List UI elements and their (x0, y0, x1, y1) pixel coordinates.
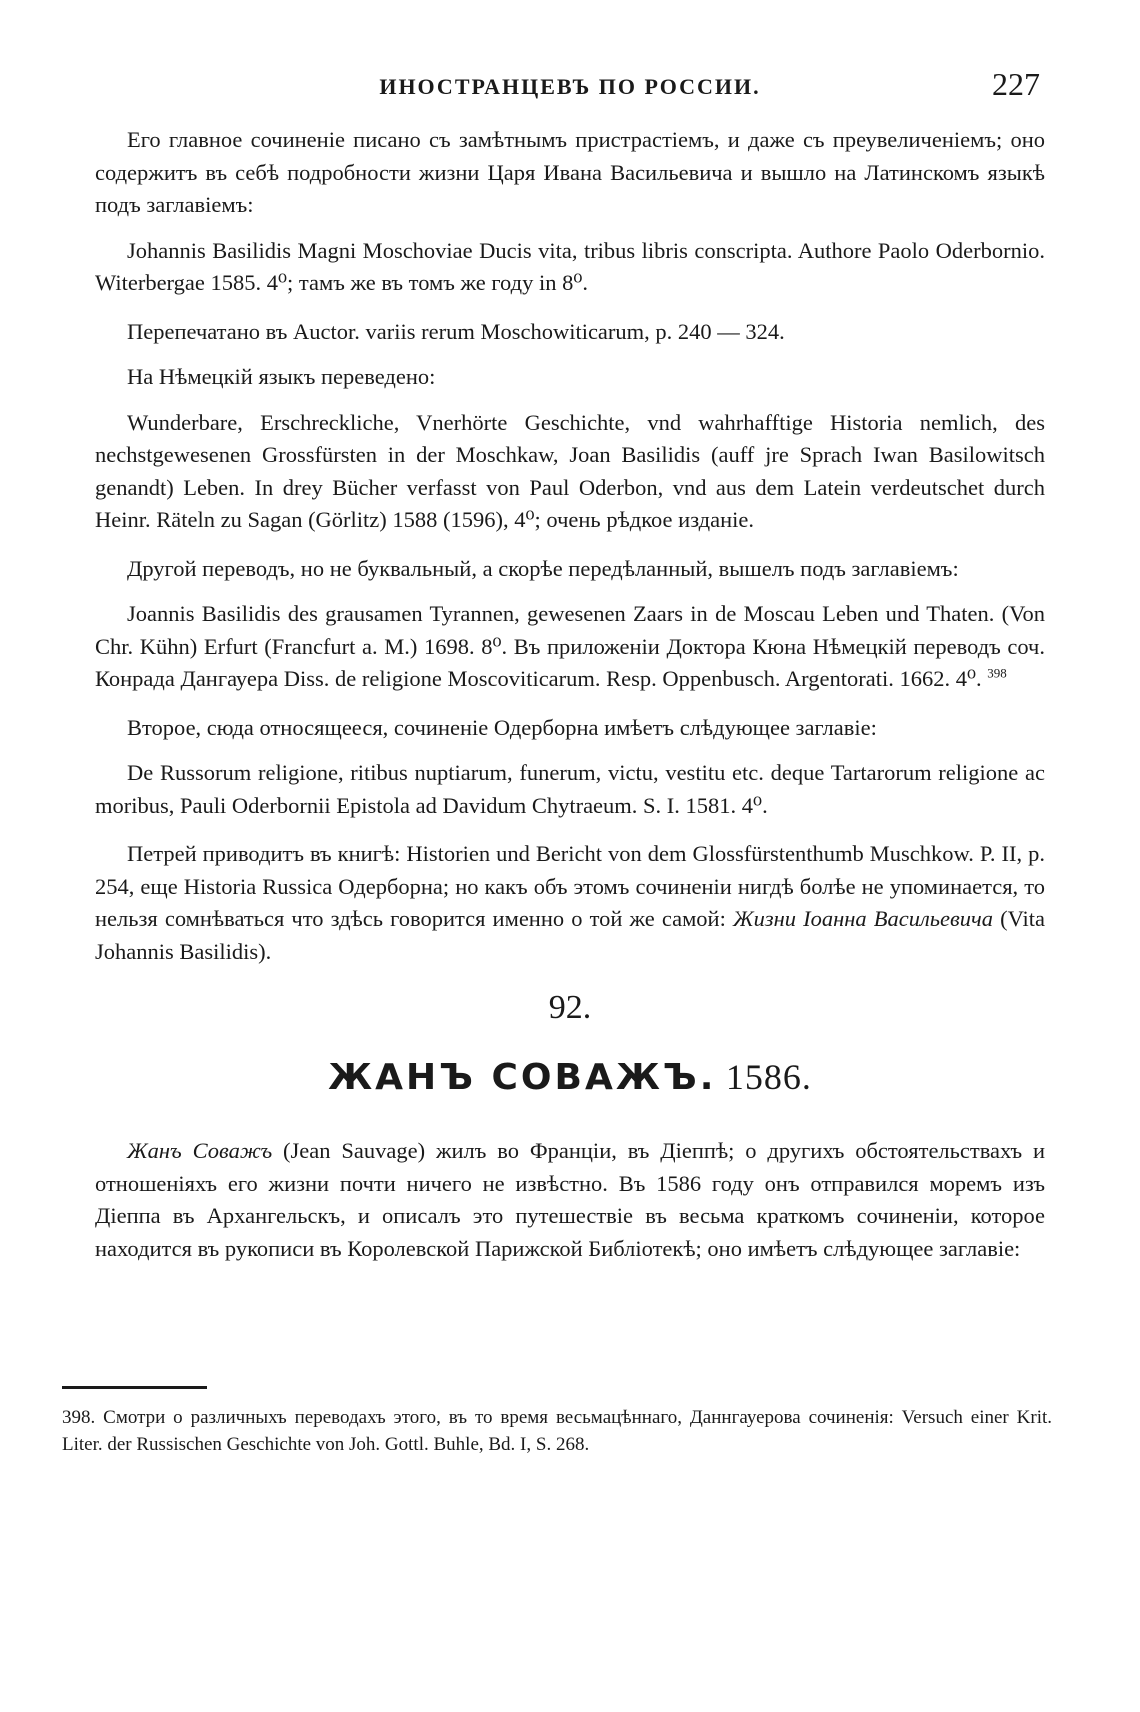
chapter-name: ЖАНЪ СОВАЖЪ. (328, 1056, 717, 1098)
running-title: ИНОСТРАНЦЕВЪ ПО РОССИИ. (379, 74, 761, 99)
chapter-year: 1586. (725, 1056, 812, 1097)
paragraph-latin-title: Johannis Basilidis Magni Moschoviae Ducis vita, tribus libris conscripta. Authore Paolo Oderbornio. Witerbergae 1585. 4⁰; тамъ же въ томъ же году in 8⁰. (95, 237, 1045, 295)
paragraph-intro: Его главное сочиненіе писано съ замѣтнымъ пристрастіемъ, и даже съ преувеличеніемъ; оно содержитъ въ себѣ подробности жизни Царя Ивана Васильевича и вышло на Латинскомъ языкѣ подъ заглавіемъ: (95, 127, 1045, 217)
paragraph-second-work: Второе, сюда относящееся, сочиненіе Одерборна имѣетъ слѣдующее заглавіе: (127, 714, 877, 740)
petrei-italic-title: Жизни Іоанна Васильевича (732, 906, 994, 931)
paragraph-kuhn-title (95, 598, 1045, 696)
sauvage-italic-name: Жанъ Соважъ (127, 1138, 273, 1163)
sauvage-text: (Jean Sauvage) жилъ во Франціи, въ Діеппѣ; о другихъ обстоятельствахъ и отношеніяхъ его жизни почти ничего не извѣстно. Въ 1586 году онъ отправился моремъ изъ Діеппа въ Архангельскъ, и описалъ это путешествіе въ весьма краткомъ сочиненіи, которое находится въ рукописи въ Королевской Парижской Библіотекѣ; оно имѣетъ слѣдующее заглавіе: (95, 1138, 1045, 1261)
page-number: 227 (992, 66, 1040, 102)
petrei-text-start: Петрей приводитъ въ книгѣ: Historien und Bericht von dem Glossfürstenthumb Muschkow. P. II, p. 254, еще Historia Russica Одерборна; но какъ объ этомъ сочиненіи нигдѣ болѣе не упоминается, то нельзя сомнѣваться что здѣсь говорится именно о той же самой: (95, 841, 1045, 931)
chapter-heading (95, 1056, 1045, 1098)
kuhn-title-text: Joannis Basilidis des grausamen Tyrannen, gewesenen Zaars in de Moscau Leben und Thaten. (Von Chr. Kühn) Erfurt (Francfurt a. M.) 1698. 8⁰. Въ приложеніи Доктора Кюна Нѣмецкій переводъ соч. Конрада Дангауера Diss. de religione Moscoviticarum. Resp. Oppenbusch. Argentorati. 1662. 4⁰. (95, 601, 1045, 691)
paragraph-petrei (95, 838, 1045, 968)
section-number: 92. (548, 989, 592, 1026)
footnote-398: 398. Смотри о различныхъ переводахъ этого, въ то время весьмацѣннаго, Даннгауерова сочиненія: Versuch einer Krit. Liter. der Russischen Geschichte von Joh. Gottl. Buhle, Bd. I, S. 268. (62, 1407, 1052, 1455)
paragraph-reprint: Перепечатано въ Auctor. variis rerum Moschowiticarum, p. 240 — 324. (127, 318, 785, 344)
running-header (0, 66, 1140, 106)
paragraph-german-translation: На Нѣмецкій языкъ переведено: (127, 364, 436, 389)
footnote-divider (62, 1386, 207, 1389)
paragraph-religione-title: De Russorum religione, ritibus nuptiarum, funerum, victu, vestitu etc. deque Tartarorum religione ac moribus, Pauli Oderbornii Epistola ad Davidum Chytraeum. S. I. 1581. 4⁰. (95, 760, 1045, 818)
footnote-marker: 398 (987, 665, 1007, 681)
petrei-text-end: (Vita Johannis Basilidis). (95, 906, 1046, 964)
paragraph-german-title: Wunderbare, Erschreckliche, Vnerhörte Geschichte, vnd wahrhafftige Historia nemlich, des nechstgewesenen Grossfürsten in der Moschkaw, Joan Basilidis (auff jre Sprach Iwan Basilowitsch genandt) Leben. In drey Bücher verfasst von Paul Oderbon, vnd aus dem Latein verdeutschet durch Heinr. Räteln zu Sagan (Görlitz) 1588 (1596), 4⁰; очень рѣдкое изданіе. (95, 409, 1045, 532)
paragraph-sauvage (95, 1135, 1045, 1265)
paragraph-other-translation: Другой переводъ, но не буквальный, а скорѣе передѣланный, вышелъ подъ заглавіемъ: (127, 555, 959, 581)
footnotes (62, 1404, 1052, 1458)
body-text (95, 124, 1045, 1265)
